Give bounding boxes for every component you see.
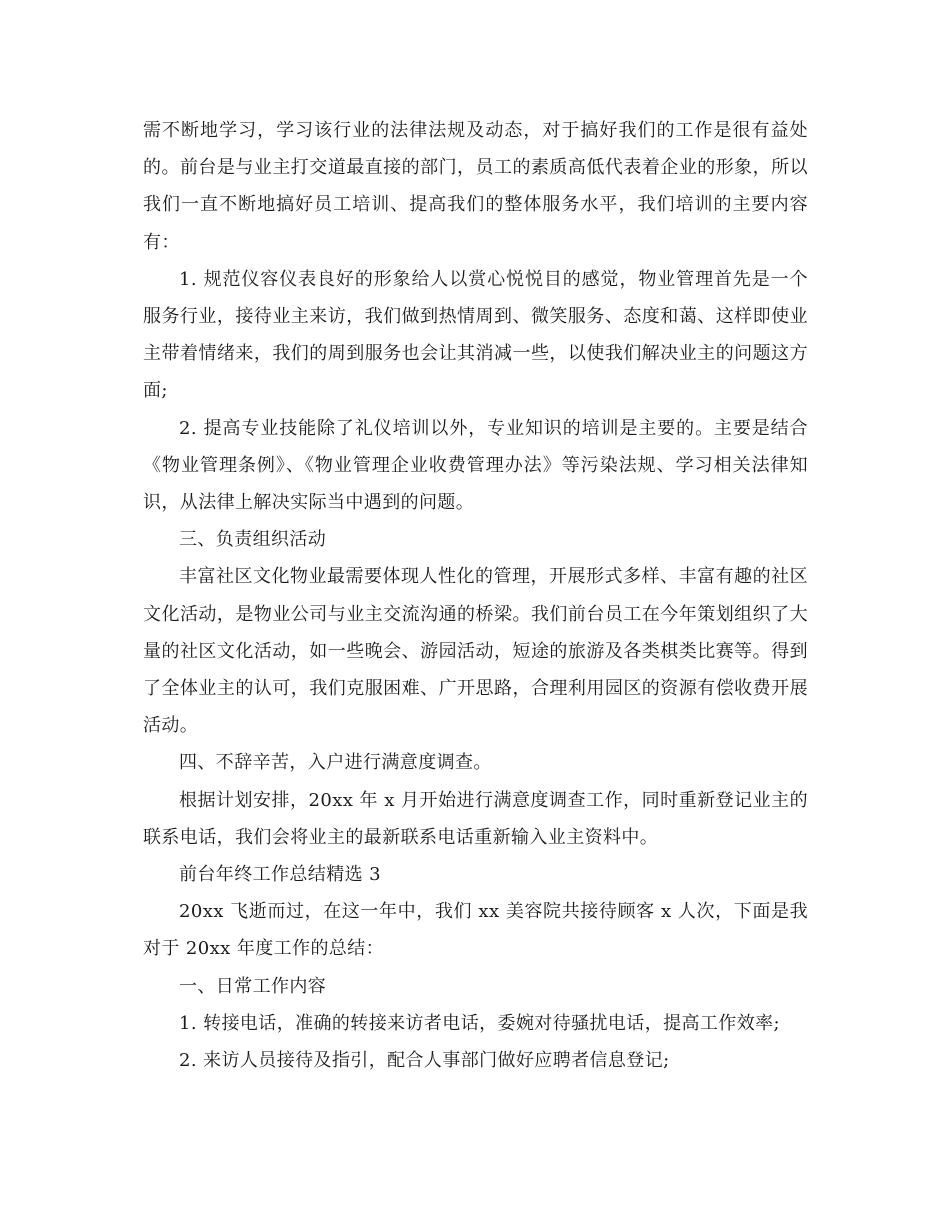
paragraph-year-summary: 20xx 飞逝而过，在这一年中，我们 xx 美容院共接待顾客 x 人次，下面是我对于 20xx 年度工作的总结：: [143, 901, 808, 960]
paragraph-community-culture: 丰富社区文化物业最需要体现人性化的管理，开展形式多样、丰富有趣的社区文化活动，是物业公司与业主交流沟通的桥梁。我们前台员工在今年策划组织了大量的社区文化活动，如一些晚会、游园活动，短途的旅游及各类棋类比赛等。得到了全体业主的认可，我们克服困难、广开思路，合理利用园区的资源有偿收费开展活动。: [143, 566, 808, 737]
heading-organize-activities: 三、负责组织活动: [179, 529, 327, 551]
paragraph-appearance: 1. 规范仪容仪表良好的形象给人以赏心悦悦目的感觉，物业管理首先是一个服务行业，接待业主来访，我们做到热情周到、微笑服务、态度和蔼、这样即使业主带着情绪来，我们的周到服务也会让其消减一些，以使我们解决业主的问题这方面;: [143, 268, 808, 402]
document-body: [143, 112, 808, 1079]
paragraph-skills: 2. 提高专业技能除了礼仪培训以外，专业知识的培训是主要的。主要是结合《物业管理条例》、《物业管理企业收费管理办法》等污染法规、学习相关法律知识，从法律上解决实际当中遇到的问题。: [143, 417, 808, 514]
heading-daily-work: 一、日常工作内容: [179, 975, 327, 997]
list-item-phone: 1. 转接电话，准确的转接来访者电话，委婉对待骚扰电话，提高工作效率;: [179, 1012, 780, 1034]
paragraph-training-intro: 需不断地学习，学习该行业的法律法规及动态，对于搞好我们的工作是很有益处的。前台是与业主打交道最直接的部门，员工的素质高低代表着企业的形象，所以我们一直不断地搞好员工培训、提高我们的整体服务水平，我们培训的主要内容有：: [143, 120, 808, 253]
heading-satisfaction-survey: 四、不辞辛苦，入户进行满意度调查。: [179, 752, 492, 774]
section-title-summary-3: 前台年终工作总结精选 3: [179, 864, 381, 886]
paragraph-survey-plan: 根据计划安排，20xx 年 x 月开始进行满意度调查工作，同时重新登记业主的联系电话，我们会将业主的最新联系电话重新输入业主资料中。: [143, 789, 808, 848]
list-item-visitors: 2. 来访人员接待及指引，配合人事部门做好应聘者信息登记;: [179, 1050, 670, 1072]
